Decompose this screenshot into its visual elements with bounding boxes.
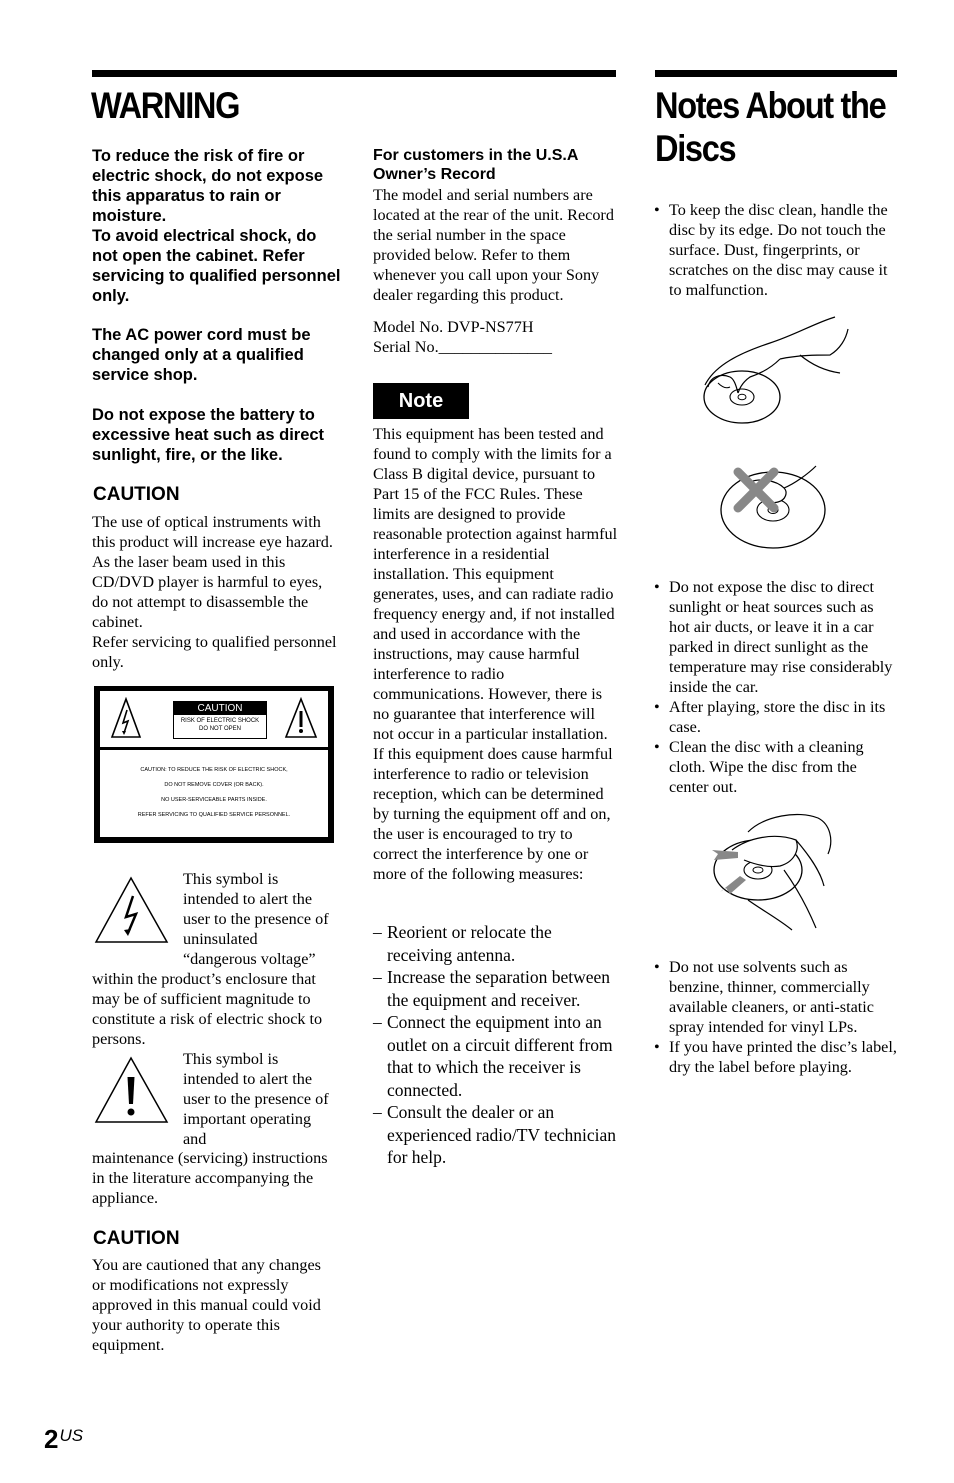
discs-title-line-2: Discs	[655, 128, 736, 169]
caution-label-do-not-open: DO NOT OPEN	[199, 726, 241, 732]
caution-label-top	[100, 691, 328, 747]
page-number-value: 2	[44, 1424, 59, 1454]
page-number	[44, 1424, 83, 1455]
caution-label-box	[173, 701, 267, 739]
caution-label-line-2: DO NOT REMOVE COVER (OR BACK).	[164, 782, 264, 788]
disc-notes-list-2	[654, 577, 897, 797]
disc-notes-list-3	[654, 957, 897, 1077]
caution-label-risk: RISK OF ELECTRIC SHOCK	[180, 718, 260, 724]
dangerous-voltage-icon	[93, 875, 170, 945]
interference-measures-list	[373, 921, 619, 1169]
disc-notes-list-1	[654, 200, 897, 300]
warning-battery-text: Do not expose the battery to excessive heat such as direct sunlight, fire, or the like.	[92, 406, 325, 464]
caution-text-1	[92, 512, 338, 672]
serial-number-field: Serial No.______________	[373, 338, 552, 356]
caution-refer-text: Refer servicing to qualified personnel only.	[92, 633, 337, 671]
lightning-icon	[110, 697, 142, 741]
measure-item: – Increase the separation between the equipment and receiver.	[373, 966, 619, 1011]
symbol-2-text: This symbol is intended to alert the user to the presence of important operating and	[183, 1050, 329, 1148]
caution-label-line-3: NO USER-SERVICEABLE PARTS INSIDE.	[161, 797, 267, 803]
symbol-1-text: This symbol is intended to alert the user to the presence of uninsulated “dangerous voltage”	[183, 870, 329, 968]
disc-note-item: • If you have printed the disc’s label, dry the label before playing.	[654, 1037, 897, 1077]
disc-do-not-touch-image	[718, 462, 830, 552]
disc-note-item: • Do not use solvents such as benzine, thinner, commercially available cleaners, or anti-static spray intended for vinyl LPs.	[654, 957, 897, 1037]
caution-heading-2: CAUTION	[93, 1228, 180, 1249]
measure-item: – Connect the equipment into an outlet on a circuit different from that to which the receiver is connected.	[373, 1011, 619, 1101]
disc-note-item: • Do not expose the disc to direct sunlight or heat sources such as hot air ducts, or leave it in a car parked in direct sunlight as the temperature may rise considerably inside the car.	[654, 577, 897, 697]
model-number: Model No. DVP-NS77H	[373, 318, 534, 336]
note-label: Note	[373, 383, 469, 419]
note-text: This equipment has been tested and found to comply with the limits for a Class B digital device, pursuant to Part 15 of the FCC Rules. These limits are designed to provide reasonable protection against harmful interference in a residential installation. This equipment generates, uses, and can radiate radio frequency energy and, if not installed and used in accordance with the instructions, may cause harmful interference to radio communications. However, there is no guarantee that interference will not occur in a particular installation. If this equipment does cause harmful interference to radio or television reception, which can be determined by turning the equipment off and on, the user is encouraged to try to correct the interference by one or more of the following measures:	[373, 425, 618, 883]
disc-note-item: • After playing, store the disc in its case.	[654, 697, 897, 737]
customers-heading	[373, 146, 623, 184]
warning-title: WARNING	[91, 85, 240, 126]
caution-laser-text: The use of optical instruments with this product will increase eye hazard. As the laser beam used in this CD/DVD player is harmful to eyes, do not attempt to disassemble the cabinet.	[92, 513, 333, 631]
model-serial	[373, 317, 619, 357]
warning-fire-text: To reduce the risk of fire or electric shock, do not expose this apparatus to rain or moisture.	[92, 147, 324, 225]
customers-heading-line-1: For customers in the U.S.A	[373, 147, 579, 164]
warning-power-cord-text: The AC power cord must be changed only at a qualified service shop.	[92, 326, 311, 384]
caution-label-bottom	[100, 750, 328, 837]
warning-rule	[92, 70, 616, 77]
caution-label-image	[94, 686, 334, 843]
measure-item: – Reorient or relocate the receiving antenna.	[373, 921, 619, 966]
exclamation-icon	[284, 697, 318, 741]
disc-cleaning-image	[708, 810, 838, 934]
caution-text-2: You are cautioned that any changes or modifications not expressly approved in this manual could void your authority to operate this equipment.	[92, 1256, 321, 1354]
discs-rule	[655, 70, 897, 77]
measure-item: – Consult the dealer or an experienced radio/TV technician for help.	[373, 1101, 619, 1169]
caution-label-title: CAUTION	[174, 702, 266, 715]
symbol-2-continued: maintenance (servicing) instructions in the literature accompanying the appliance.	[92, 1149, 328, 1207]
discs-title	[655, 84, 885, 170]
disc-handling-image	[700, 315, 850, 428]
caution-label-line-1: CAUTION: TO REDUCE THE RISK OF ELECTRIC SHOCK,	[140, 767, 288, 773]
disc-note-item: • Clean the disc with a cleaning cloth. Wipe the disc from the center out.	[654, 737, 897, 797]
discs-title-line-1: Notes About the	[655, 85, 886, 126]
warning-text-1	[92, 146, 342, 306]
symbol-1-continued: within the product’s enclosure that may be of sufficient magnitude to constitute a risk of electric shock to persons.	[92, 970, 323, 1048]
caution-label-line-4: REFER SERVICING TO QUALIFIED SERVICE PERSONNEL.	[137, 812, 291, 818]
owners-record-heading: Owner’s Record	[373, 166, 496, 183]
disc-note-item: • To keep the disc clean, handle the disc by its edge. Do not touch the surface. Dust, fingerprints, or scratches on the disc may cause it to malfunction.	[654, 200, 897, 300]
caution-heading-1: CAUTION	[93, 484, 180, 505]
page-number-suffix: US	[59, 1426, 84, 1445]
exclamation-triangle-icon	[93, 1055, 170, 1125]
warning-shock-text: To avoid electrical shock, do not open the cabinet. Refer servicing to qualified personnel only.	[92, 227, 341, 305]
owners-record-text: The model and serial numbers are located at the rear of the unit. Record the serial number in the space provided below. Refer to them whenever you call upon your Sony dealer regarding this product.	[373, 186, 614, 304]
